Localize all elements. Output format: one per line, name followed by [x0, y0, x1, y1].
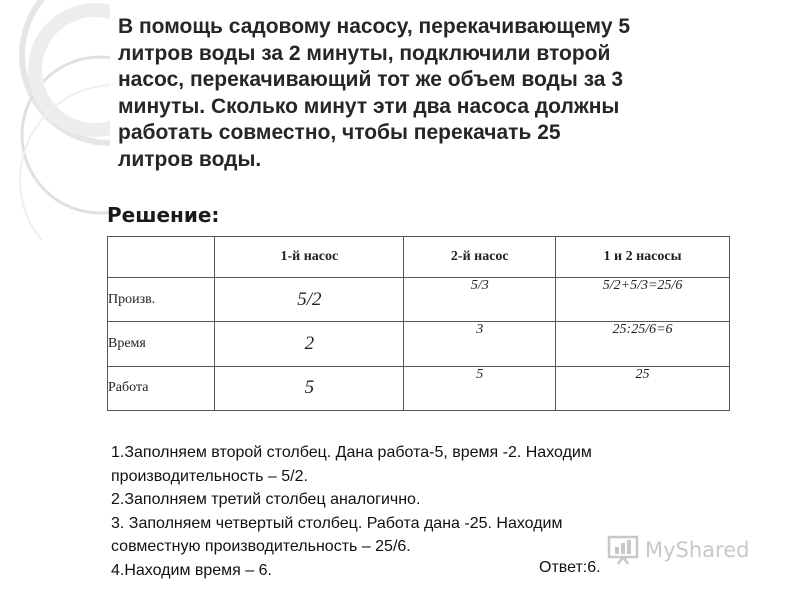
decorative-circles	[0, 0, 110, 240]
step-line: 3. Заполняем четвертый столбец. Работа дана -25. Находим	[111, 514, 563, 532]
watermark	[607, 535, 749, 565]
step-line: 4.Находим время – 6.	[111, 561, 272, 579]
table-header-row	[108, 237, 730, 278]
step-line: совместную производительность – 25/6.	[111, 538, 411, 555]
step-line: 1.Заполняем второй столбец. Дана работа-5, время -2. Находим	[111, 444, 592, 461]
cell-pump1: 5/2	[215, 278, 404, 322]
table-row	[108, 278, 730, 322]
table-row	[108, 366, 730, 410]
row-label: Работа	[108, 366, 215, 410]
presentation-icon	[607, 535, 641, 565]
problem-line: литров воды.	[118, 147, 262, 171]
watermark-text: MyShared	[645, 538, 750, 562]
problem-line: насос, перекачивающий тот же объем воды за 3	[118, 68, 623, 91]
row-label: Произв.	[108, 278, 215, 322]
solution-heading: Решение:	[107, 203, 220, 227]
step-line: 2.Заполняем третий столбец аналогично.	[111, 491, 421, 508]
cell-both: 25:25/6=6	[556, 322, 730, 366]
step-line: производительность – 5/2.	[111, 467, 308, 485]
row-label: Время	[108, 322, 215, 366]
header-empty	[108, 237, 215, 278]
answer: Ответ:6.	[539, 559, 601, 576]
cell-pump1: 2	[215, 322, 404, 366]
solution-table	[107, 236, 730, 411]
header-pump1: 1-й насос	[215, 237, 404, 278]
cell-pump2: 5	[404, 366, 556, 410]
header-both: 1 и 2 насосы	[556, 237, 730, 278]
problem-line: литров воды за 2 минуты, подключили второй	[118, 41, 611, 65]
cell-pump2: 5/3	[404, 278, 556, 322]
table-row	[108, 322, 730, 366]
cell-pump1: 5	[215, 366, 404, 410]
problem-line: работать совместно, чтобы перекачать 25	[118, 121, 561, 144]
cell-both: 5/2+5/3=25/6	[556, 278, 730, 322]
problem-line: минуты. Сколько минут эти два насоса должны	[118, 94, 620, 118]
cell-pump2: 3	[404, 322, 556, 366]
header-pump2: 2-й насос	[404, 237, 556, 278]
problem-statement	[118, 14, 758, 173]
problem-line: В помощь садовому насосу, перекачивающему 5	[118, 15, 631, 38]
cell-both: 25	[556, 366, 730, 410]
